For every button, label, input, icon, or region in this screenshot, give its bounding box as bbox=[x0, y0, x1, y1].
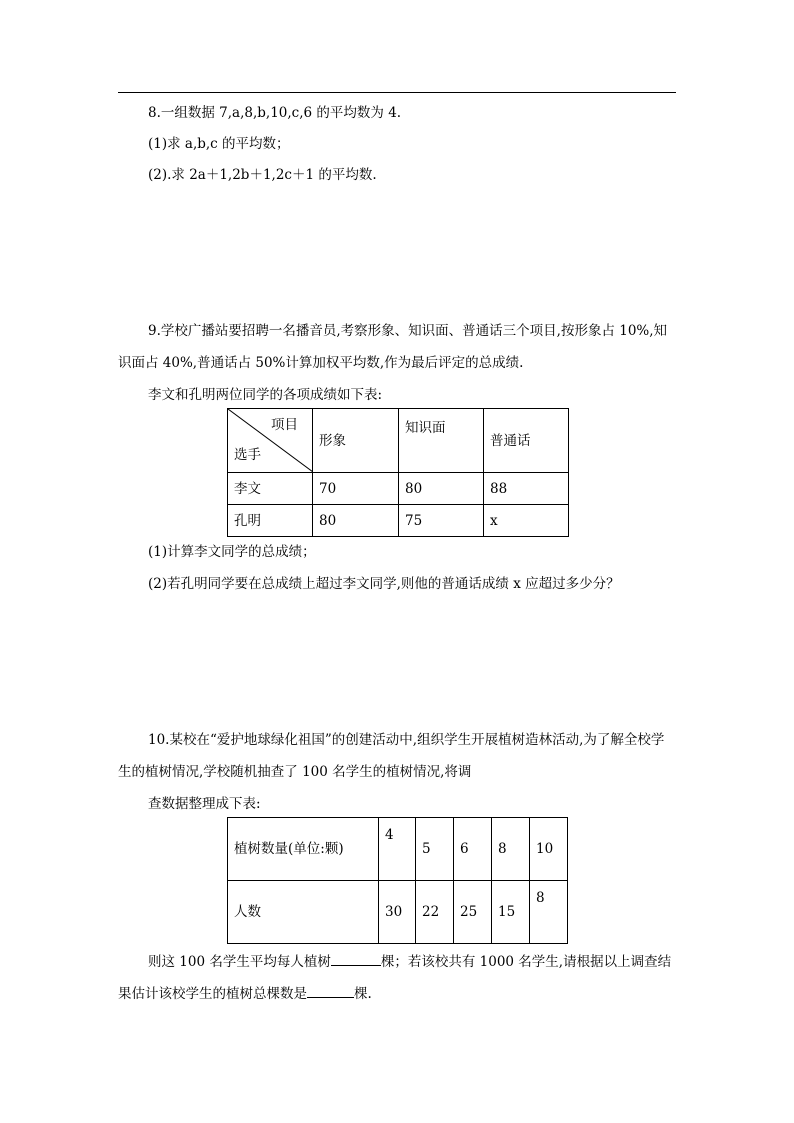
answer-text: 果估计该校学生的植树总棵数是 bbox=[118, 986, 307, 1002]
table-cell: 22 bbox=[416, 881, 454, 944]
row-label-cell: 植树数量(单位:颗) bbox=[228, 818, 379, 881]
table-cell: 70 bbox=[313, 473, 399, 505]
q10-answer-line1 bbox=[148, 953, 671, 971]
q8-part1: (1)求 a,b,c 的平均数； bbox=[148, 136, 290, 152]
table-cell: 80 bbox=[399, 473, 484, 505]
corner-label-contestants: 选手 bbox=[234, 447, 261, 463]
row-name-cell: 李文 bbox=[228, 473, 313, 505]
table-cell: 10 bbox=[530, 818, 568, 881]
q10-tree-table bbox=[227, 817, 568, 944]
header-cell: 普通话 bbox=[484, 409, 569, 473]
q9-stem-line2: 识面占 40%,普通话占 50%计算加权平均数,作为最后评定的总成绩. bbox=[118, 355, 524, 371]
table-cell: 4 bbox=[379, 818, 416, 881]
answer-blank-total[interactable] bbox=[307, 996, 354, 998]
table-cell: 30 bbox=[379, 881, 416, 944]
header-cell: 形象 bbox=[313, 409, 399, 473]
q9-stem-line1: 9.学校广播站要招聘一名播音员,考察形象、知识面、普通话三个项目,按形象占 10%,知 bbox=[148, 323, 668, 339]
table-cell: 15 bbox=[492, 881, 530, 944]
row-name-cell: 孔明 bbox=[228, 505, 313, 537]
table-cell: x bbox=[484, 505, 569, 537]
q9-part1: (1)计算李文同学的总成绩； bbox=[148, 544, 316, 560]
table-row bbox=[228, 473, 569, 505]
answer-text: 棵；若该校共有 1000 名学生,请根据以上调查结 bbox=[380, 954, 672, 970]
table-row bbox=[228, 881, 568, 944]
row-label-cell: 人数 bbox=[228, 881, 379, 944]
table-corner-cell bbox=[228, 409, 313, 473]
q8-part2: (2).求 2a＋1,2b＋1,2c＋1 的平均数. bbox=[148, 167, 377, 183]
table-cell: 80 bbox=[313, 505, 399, 537]
table-cell: 75 bbox=[399, 505, 484, 537]
q10-stem-line1: 10.某校在“爱护地球绿化祖国”的创建活动中,组织学生开展植树造林活动,为了解全校学 bbox=[148, 732, 665, 748]
header-rule bbox=[118, 92, 676, 93]
table-cell: 8 bbox=[530, 881, 568, 944]
q9-score-table bbox=[227, 408, 569, 537]
table-header-row bbox=[228, 409, 569, 473]
table-row bbox=[228, 818, 568, 881]
corner-label-items: 项目 bbox=[271, 417, 298, 433]
table-row bbox=[228, 505, 569, 537]
table-cell: 8 bbox=[492, 818, 530, 881]
table-cell: 25 bbox=[454, 881, 492, 944]
answer-text: 棵. bbox=[354, 986, 372, 1002]
q8-stem: 8.一组数据 7,a,8,b,10,c,6 的平均数为 4. bbox=[148, 105, 402, 121]
q10-stem-line3: 查数据整理成下表: bbox=[148, 796, 261, 812]
q9-part2: (2)若孔明同学要在总成绩上超过李文同学,则他的普通话成绩 x 应超过多少分？ bbox=[148, 576, 620, 592]
q9-intro: 李文和孔明两位同学的各项成绩如下表: bbox=[148, 387, 383, 403]
table-cell: 6 bbox=[454, 818, 492, 881]
table-cell: 88 bbox=[484, 473, 569, 505]
answer-blank-average[interactable] bbox=[331, 964, 381, 966]
table-cell: 5 bbox=[416, 818, 454, 881]
answer-text: 则这 100 名学生平均每人植树 bbox=[148, 954, 331, 970]
q10-stem-line2: 生的植树情况,学校随机抽查了 100 名学生的植树情况,将调 bbox=[118, 764, 472, 780]
header-cell: 知识面 bbox=[399, 409, 484, 473]
q10-answer-line2 bbox=[118, 985, 372, 1003]
